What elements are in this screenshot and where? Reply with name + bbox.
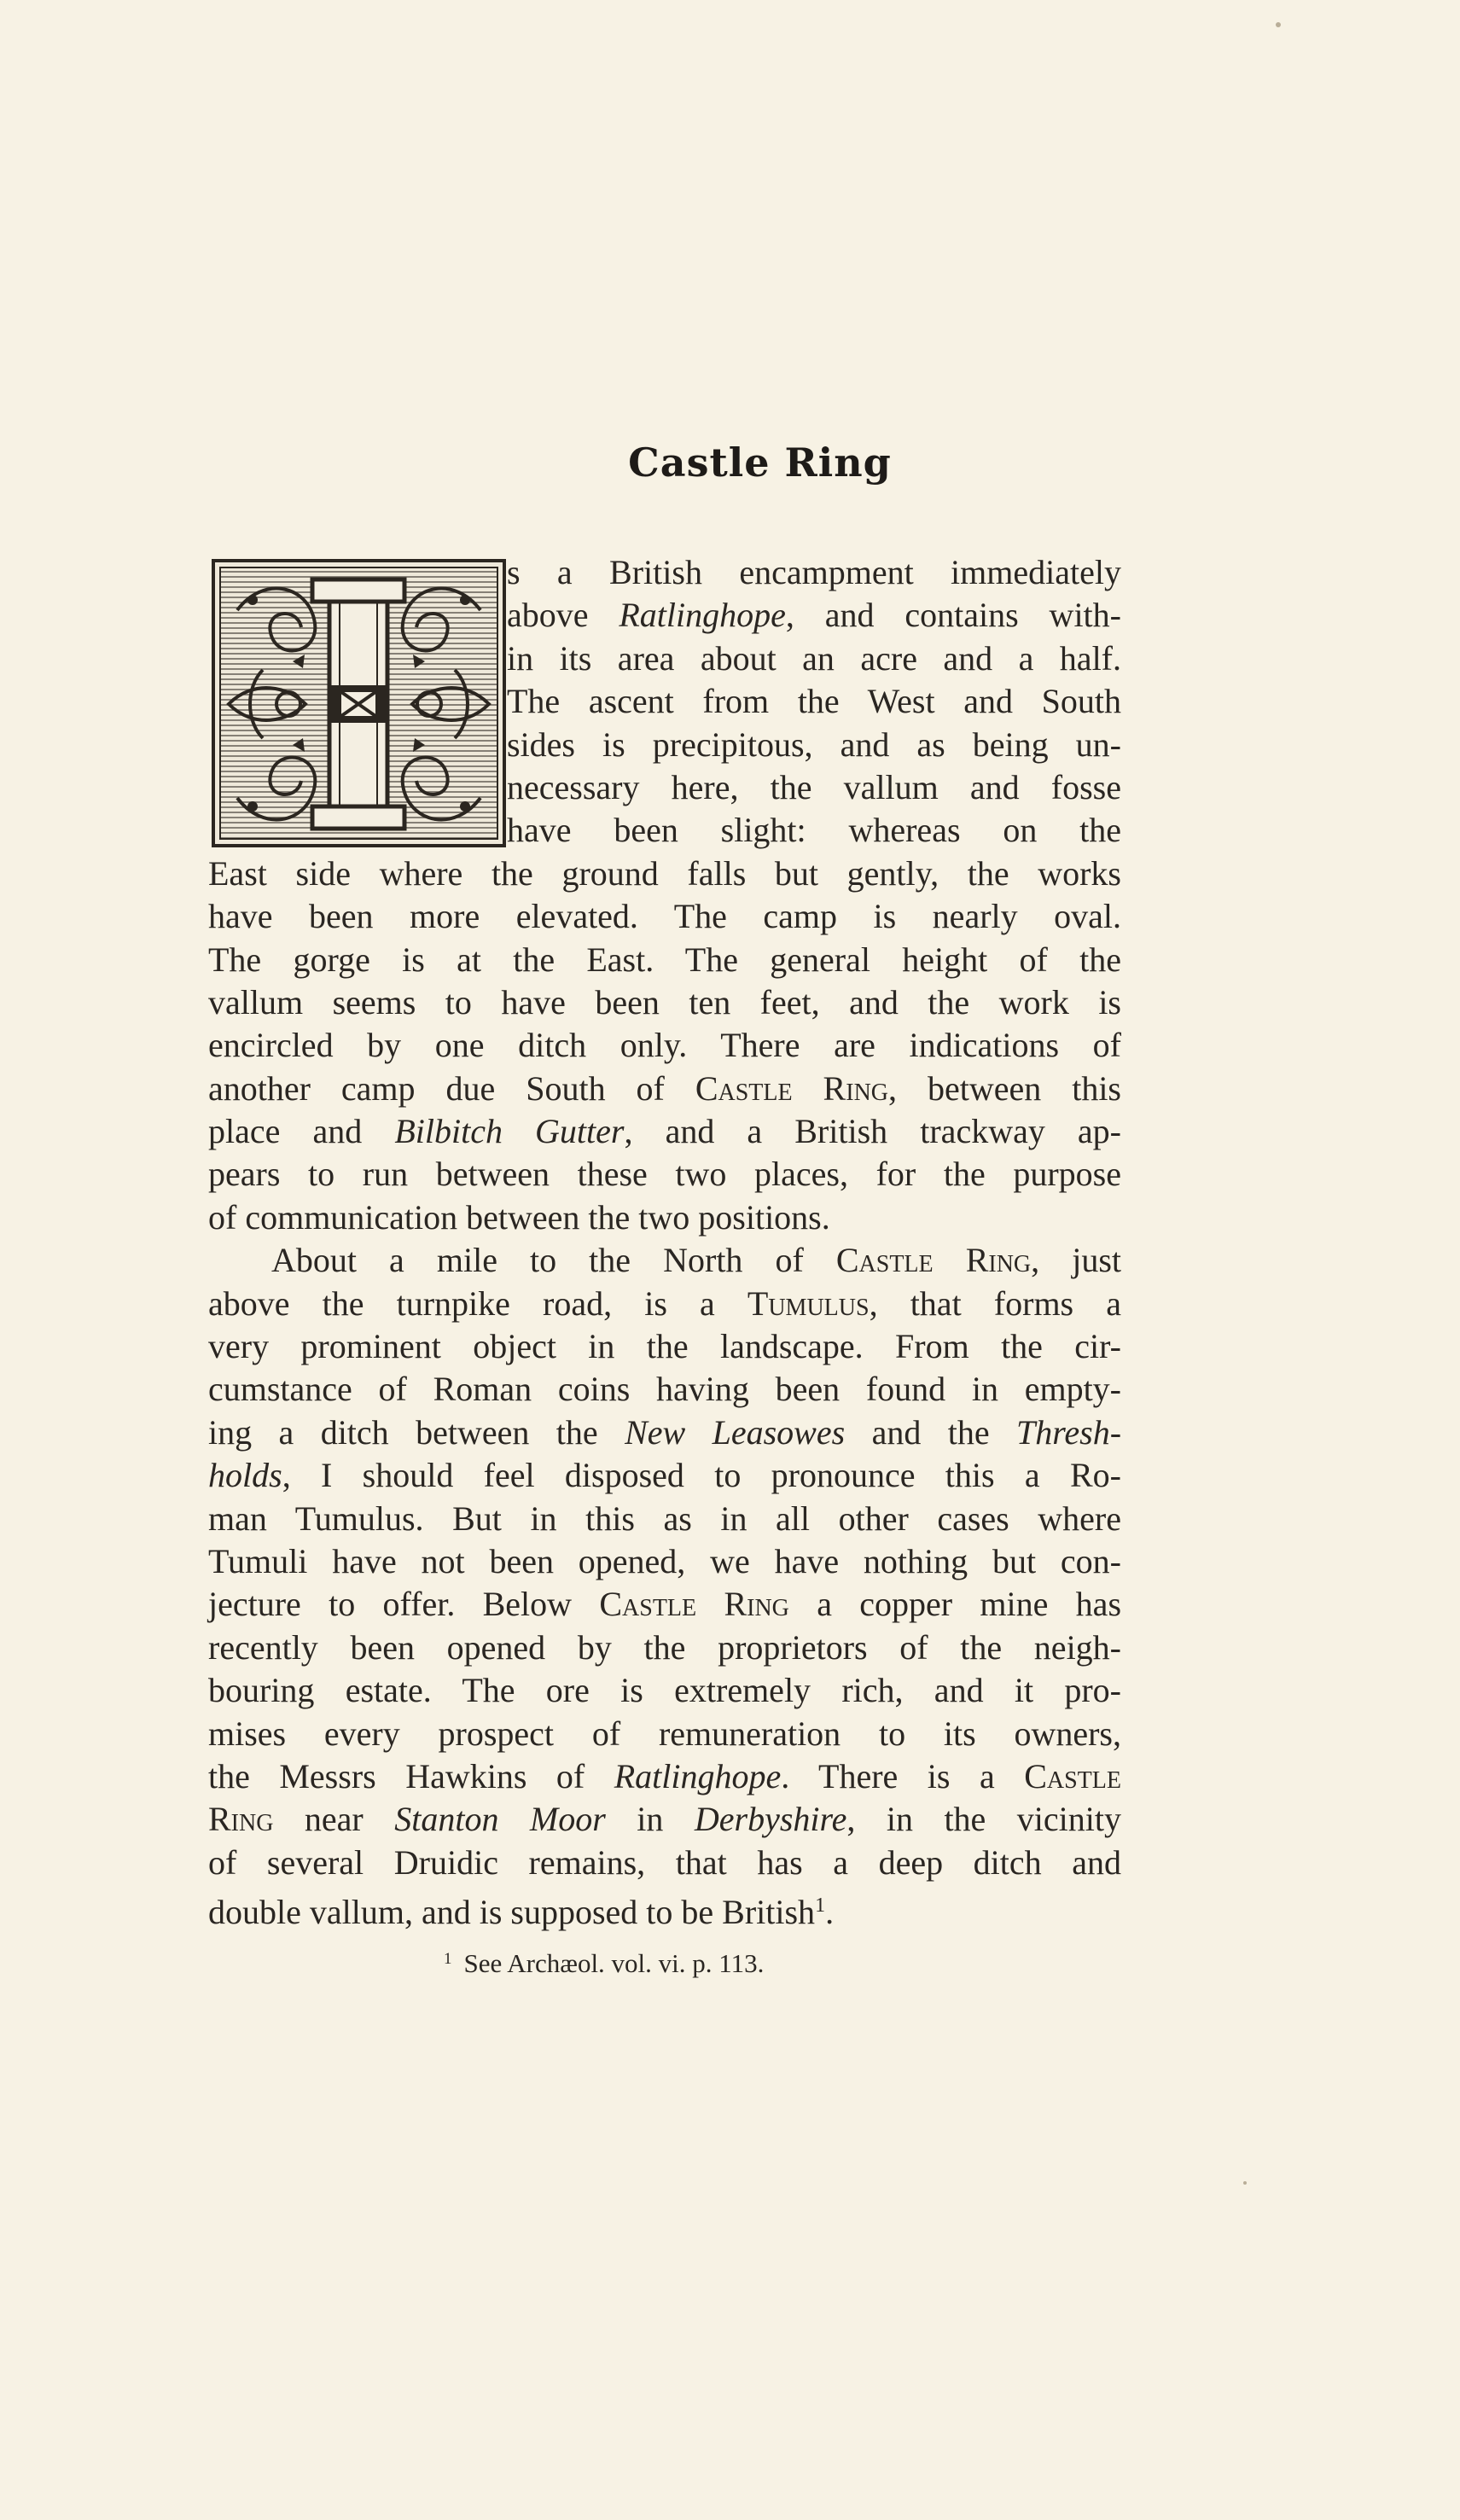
text-line: [507, 724, 1121, 766]
text-line: [208, 1068, 1121, 1110]
text-segment: have been slight: whereas on the: [507, 811, 1121, 850]
body-text: [208, 551, 1122, 1932]
text-line: [208, 1540, 1121, 1583]
text-line: [507, 594, 1121, 637]
text-line: [208, 1583, 1121, 1626]
text-line: [507, 809, 1121, 852]
text-line: [507, 551, 1121, 594]
text-line: [208, 1325, 1121, 1368]
text-line: [208, 1283, 1121, 1325]
text-segment: Tumuli have not been opened, we have nothing but con-: [208, 1541, 1121, 1580]
text-line: [208, 1627, 1121, 1669]
italic-text: Ratlinghope: [619, 596, 786, 635]
text-segment: another camp due South of: [208, 1068, 695, 1108]
text-line: [507, 637, 1121, 680]
text-segment: recently been opened by the proprietors of the neigh-: [208, 1627, 1121, 1667]
text-segment: cumstance of Roman coins having been found in empty-: [208, 1370, 1121, 1409]
text-segment: , between this: [888, 1068, 1121, 1108]
text-segment: very prominent object in the landscape. From the cir-: [208, 1327, 1121, 1366]
text-segment: of several Druidic remains, that has a deep ditch and: [208, 1842, 1121, 1882]
text-segment: near: [273, 1800, 395, 1839]
text-segment: vallum seems to have been ten feet, and the work is: [208, 982, 1121, 1021]
text-line: [208, 1713, 1121, 1755]
text-segment: mises every prospect of remuneration to its owners,: [208, 1714, 1121, 1753]
page-title: Castle Ring: [628, 439, 892, 486]
text-segment: The gorge is at the East. The general height of the: [208, 940, 1121, 979]
italic-text: Bilbitch Gutter: [394, 1112, 625, 1151]
text-segment: in its area about an acre and a half.: [507, 638, 1121, 678]
text-segment: About a mile to the North of: [271, 1241, 836, 1280]
text-segment: in: [605, 1800, 695, 1839]
text-line: [208, 1842, 1121, 1884]
text-segment: , in the vicinity: [846, 1800, 1121, 1839]
text-line: [208, 939, 1121, 981]
text-segment: , and a British trackway ap-: [624, 1112, 1121, 1151]
text-segment: above the turnpike road, is a: [208, 1283, 747, 1323]
text-segment: of communication between the two positions.: [208, 1197, 830, 1237]
text-line: [208, 1454, 1121, 1497]
text-line: [208, 1498, 1121, 1540]
text-line: [208, 1024, 1121, 1067]
text-segment: pears to run between these two places, for the purpose: [208, 1155, 1121, 1194]
text-segment: s a British encampment immediately: [507, 553, 1121, 591]
text-segment: .: [825, 1893, 835, 1932]
text-line: [208, 853, 1121, 895]
text-line: [208, 1755, 1121, 1798]
text-line: [208, 1669, 1121, 1712]
text-line: [208, 1798, 1121, 1841]
text-segment: jecture to offer. Below: [208, 1585, 600, 1624]
text-segment: sides is precipitous, and as being un-: [507, 725, 1121, 764]
italic-text: Derbyshire: [694, 1800, 847, 1839]
small-caps-text: Castle Ring: [695, 1068, 889, 1108]
small-caps-text: Ring: [208, 1800, 274, 1839]
text-segment: the Messrs Hawkins of: [208, 1756, 614, 1795]
footnote-marker: 1: [444, 1950, 452, 1968]
text-segment: man Tumulus. But in this as in all other cases where: [208, 1499, 1121, 1538]
text-segment: encircled by one ditch only. There are indications of: [208, 1026, 1121, 1065]
paper-speck: [1276, 22, 1281, 27]
italic-text: holds: [208, 1456, 282, 1495]
text-line: [208, 895, 1121, 938]
text-segment: necessary here, the vallum and fosse: [507, 767, 1121, 806]
footnote-text: See Archæol. vol. vi. p. 113.: [463, 1948, 765, 1978]
text-segment: have been more elevated. The camp is nearly oval.: [208, 897, 1121, 936]
italic-text: Stanton Moor: [394, 1800, 606, 1839]
small-caps-text: Castle Ring: [599, 1585, 789, 1624]
text-line: [208, 1239, 1121, 1282]
text-segment: and the: [845, 1412, 1017, 1452]
text-segment: bouring estate. The ore is extremely rich, and it pro-: [208, 1671, 1121, 1710]
small-caps-text: Castle Ring: [835, 1241, 1032, 1280]
text-segment: ing a ditch between the: [208, 1412, 625, 1452]
text-segment: place and: [208, 1112, 395, 1151]
text-segment: East side where the ground falls but gently, the works: [208, 853, 1121, 893]
text-line: [507, 680, 1121, 723]
text-line: [208, 981, 1121, 1024]
small-caps-text: Tumulus: [747, 1283, 870, 1323]
italic-text: Thresh-: [1016, 1412, 1122, 1452]
small-caps-text: Castle: [1024, 1756, 1121, 1795]
italic-text: Ratlinghope: [614, 1756, 782, 1795]
text-segment: above: [507, 596, 619, 635]
paper-speck: [1243, 2181, 1247, 2185]
text-segment: . There is a: [781, 1756, 1025, 1795]
text-segment: , just: [1031, 1241, 1122, 1280]
footnote-ref: 1: [815, 1894, 826, 1918]
text-line: [208, 1196, 1121, 1239]
text-segment: , that forms a: [869, 1283, 1121, 1323]
text-line: [208, 1110, 1121, 1153]
text-line: [507, 766, 1121, 809]
text-line: [208, 1153, 1121, 1196]
footnote: [444, 1948, 764, 1979]
italic-text: New Leasowes: [625, 1412, 846, 1452]
text-segment: , and contains with-: [785, 596, 1121, 635]
text-segment: , I should feel disposed to pronounce this a Ro-: [282, 1456, 1121, 1495]
text-segment: The ascent from the West and South: [507, 682, 1121, 721]
text-segment: double vallum, and is supposed to be British: [208, 1893, 816, 1932]
text-line: [208, 1368, 1121, 1411]
text-line: [208, 1884, 1121, 1932]
text-segment: a copper mine has: [788, 1585, 1122, 1624]
text-line: [208, 1411, 1121, 1454]
